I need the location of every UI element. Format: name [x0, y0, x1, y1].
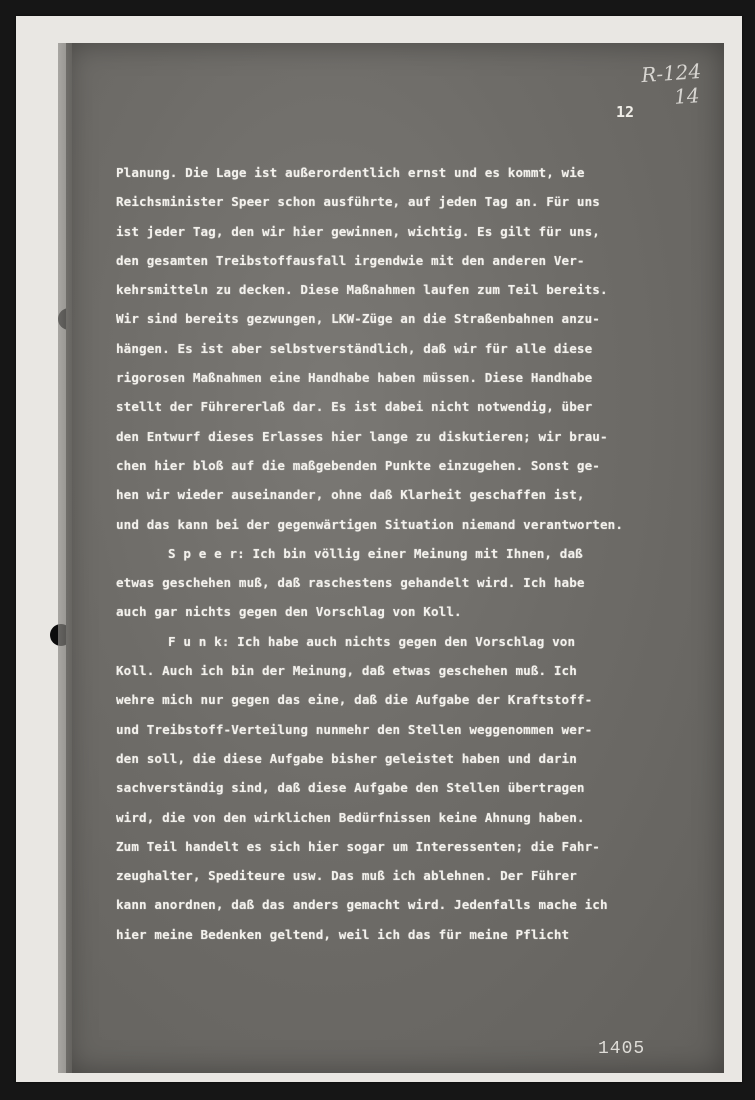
text-line: chen hier bloß auf die maßgebenden Punkte einzugehen. Sonst ge- [116, 457, 600, 473]
text-line: kehrsmitteln zu decken. Diese Maßnahmen laufen zum Teil bereits. [116, 282, 608, 298]
text-line: etwas geschehen muß, daß raschestens gehandelt wird. Ich habe [116, 575, 585, 591]
text-line: Koll. Auch ich bin der Meinung, daß etwas geschehen muß. Ich [116, 663, 577, 679]
text-line: wehre mich nur gegen das eine, daß die Aufgabe der Kraftstoff- [116, 692, 593, 708]
archive-reference [640, 59, 703, 111]
text-line: ist jeder Tag, den wir hier gewinnen, wichtig. Es gilt für uns, [116, 223, 600, 239]
speaker-line-funk: F u n k: Ich habe auch nichts gegen den Vorschlag von [168, 633, 576, 649]
text-line: Wir sind bereits gezwungen, LKW-Züge an die Straßenbahnen anzu- [116, 311, 600, 327]
text-line: den gesamten Treibstoffausfall irgendwie mit den anderen Ver- [116, 252, 585, 268]
text-line: Planung. Die Lage ist außerordentlich ernst und es kommt, wie [116, 165, 585, 180]
archive-reference-sub: 14 [673, 83, 701, 109]
archive-reference-code: R-124 [640, 58, 702, 88]
stamp-number: 1405 [598, 1039, 646, 1059]
text-line: und Treibstoff-Verteilung nunmehr den Stellen weggenommen wer- [116, 721, 593, 737]
text-line: und das kann bei der gegenwärtigen Situation niemand verantworten. [116, 516, 624, 532]
text-line: wird, die von den wirklichen Bedürfnissen keine Ahnung haben. [116, 809, 585, 825]
text-line: stellt der Führererlaß dar. Es ist dabei nicht notwendig, über [116, 399, 593, 415]
text-line: hängen. Es ist aber selbstverständlich, daß wir für alle diese [116, 340, 593, 356]
text-line: Zum Teil handelt es sich hier sogar um Interessenten; die Fahr- [116, 838, 600, 854]
text-line: hen wir wieder auseinander, ohne daß Klarheit geschaffen ist, [116, 487, 585, 503]
text-line: den Entwurf dieses Erlasses hier lange zu diskutieren; wir brau- [116, 428, 608, 444]
typed-transcript [116, 158, 708, 949]
text-line: kann anordnen, daß das anders gemacht wird. Jedenfalls mache ich [116, 897, 608, 913]
text-line: Reichsminister Speer schon ausführte, auf jeden Tag an. Für uns [116, 194, 600, 210]
photostat-page [66, 43, 724, 1073]
text-line: hier meine Bedenken geltend, weil ich das für meine Pflicht [116, 926, 570, 942]
text-line: den soll, die diese Aufgabe bisher geleistet haben und darin [116, 750, 577, 766]
text-line: zeughalter, Spediteure usw. Das muß ich ablehnen. Der Führer [116, 868, 577, 884]
text-line: rigorosen Maßnahmen eine Handhabe haben müssen. Diese Handhabe [116, 370, 593, 386]
speaker-line-speer: S p e e r: Ich bin völlig einer Meinung mit Ihnen, daß [168, 545, 583, 561]
text-line: auch gar nichts gegen den Vorschlag von Koll. [116, 604, 462, 620]
page-number: 12 [616, 103, 635, 121]
text-line: sachverständig sind, daß diese Aufgabe den Stellen übertragen [116, 780, 585, 796]
